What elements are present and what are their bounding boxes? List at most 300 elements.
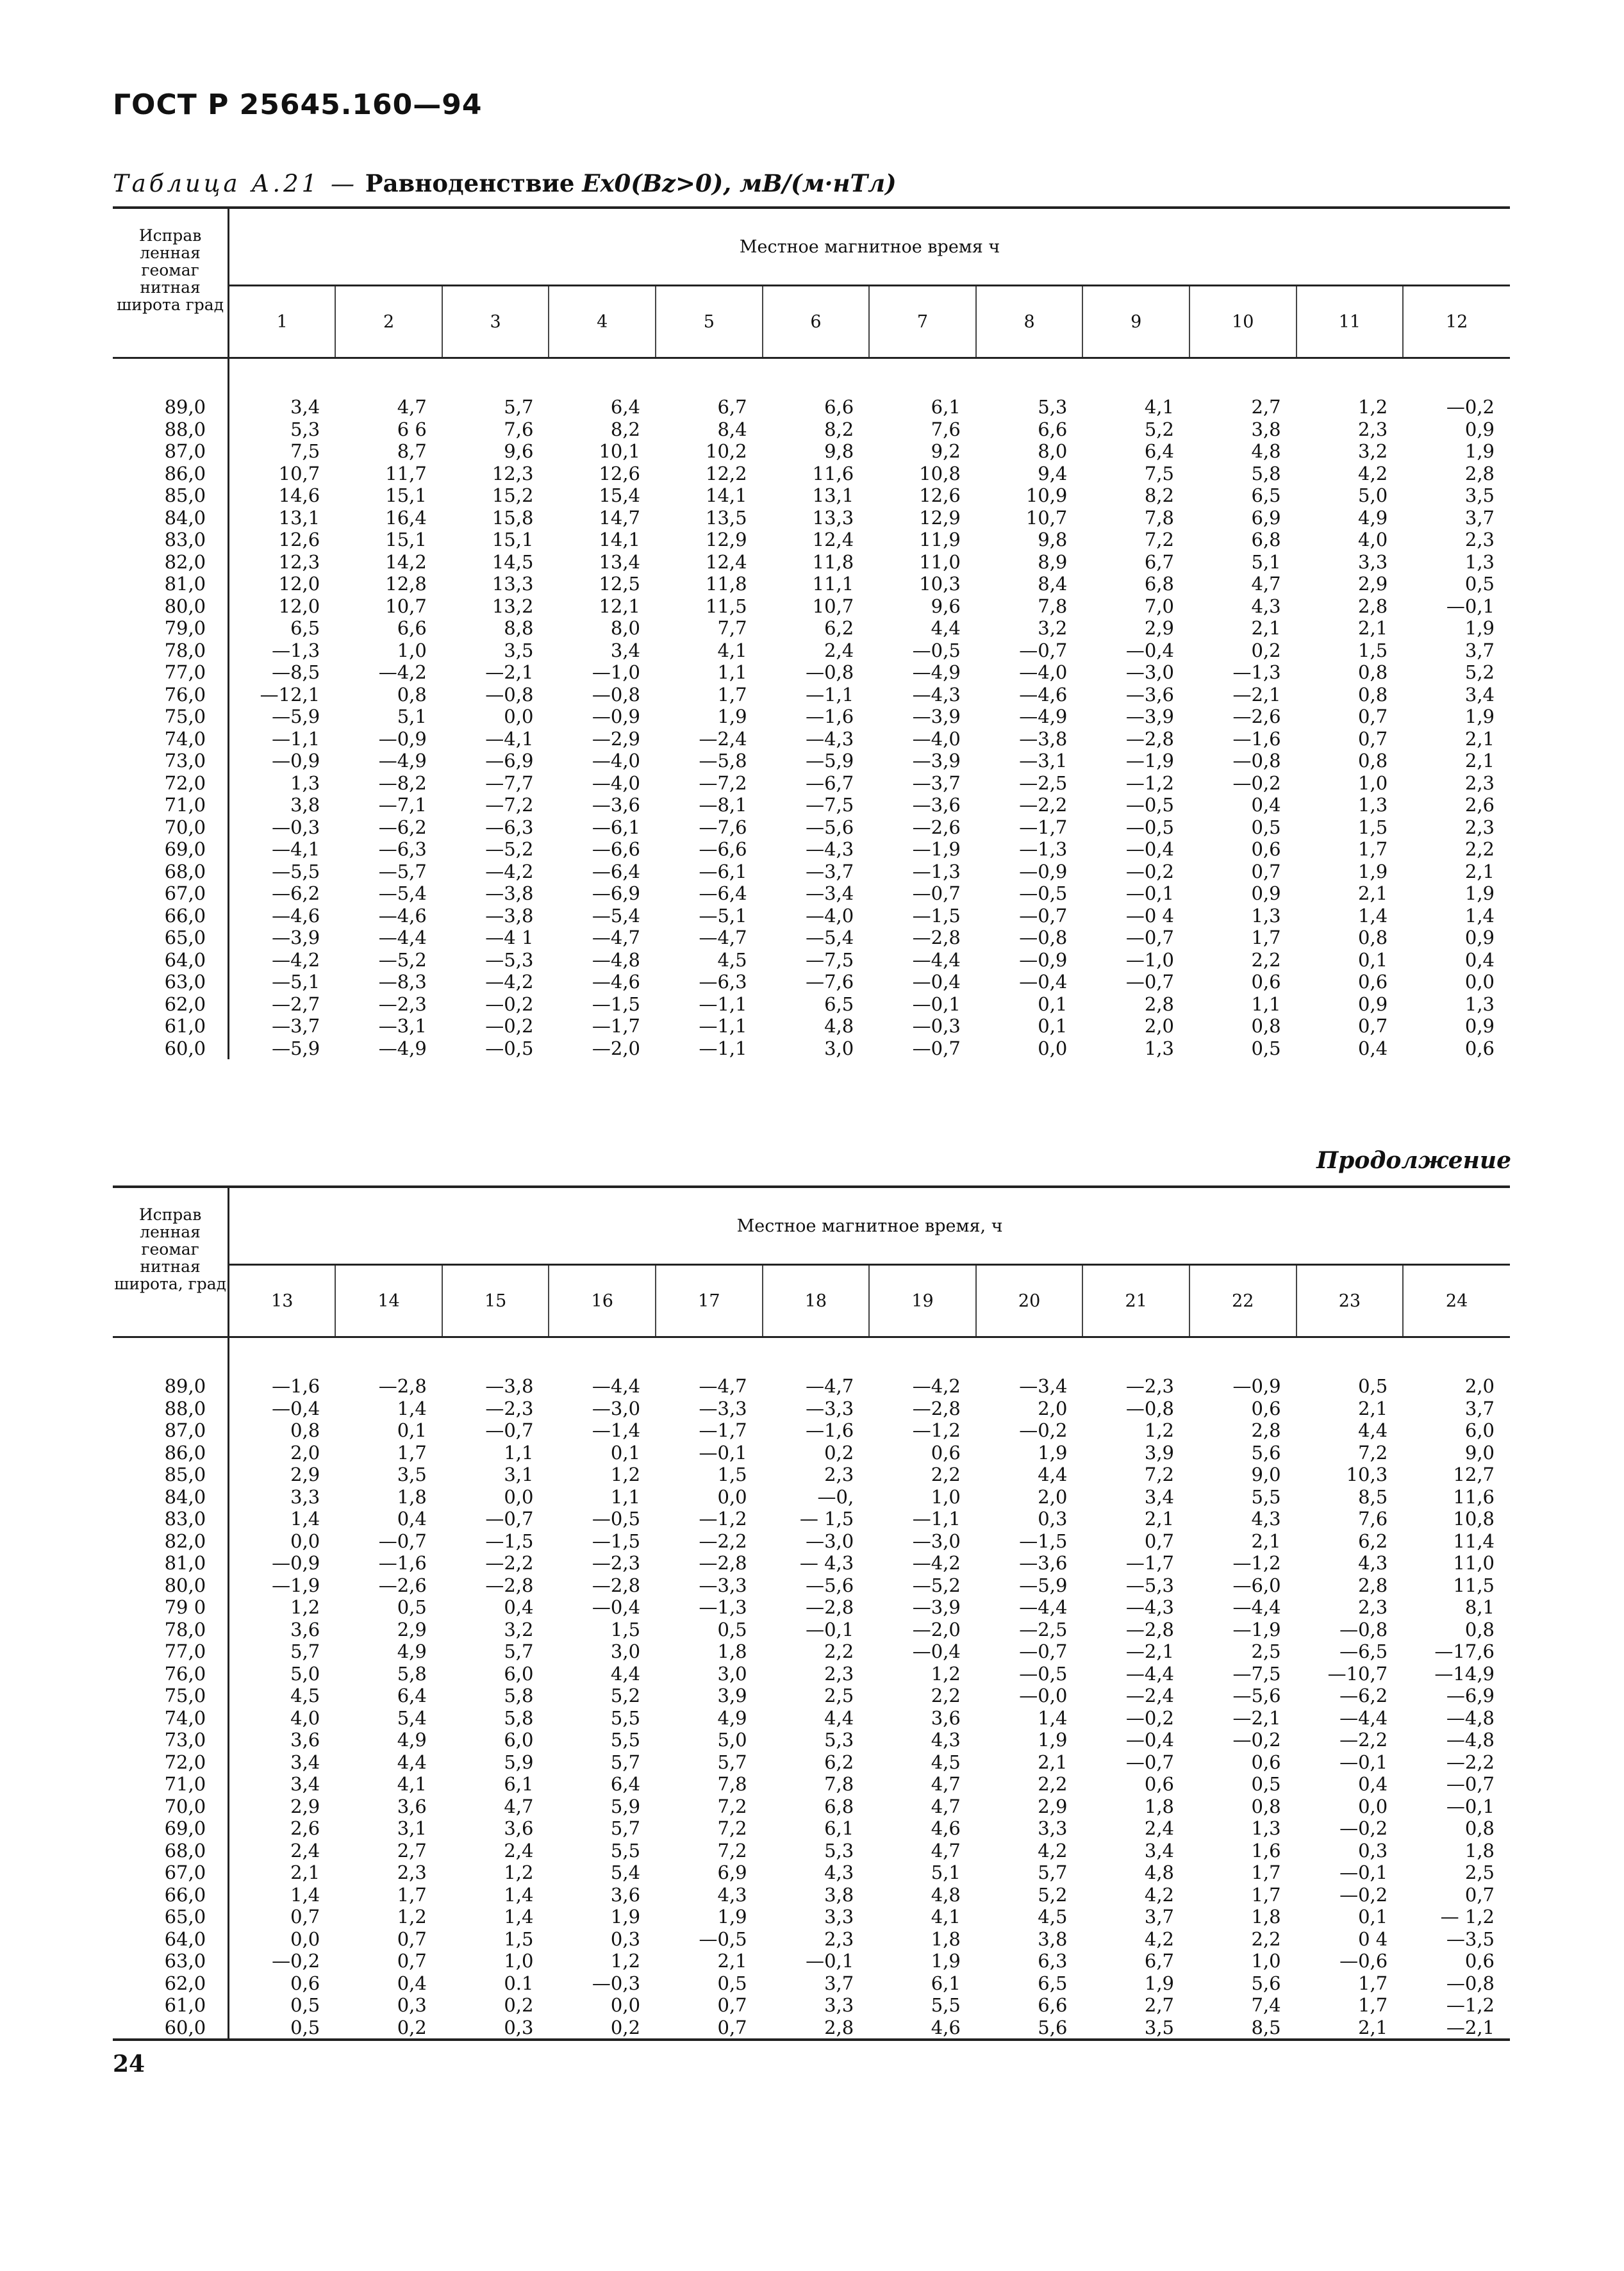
value-cell: 0,8 bbox=[1251, 1015, 1281, 1037]
value-cell: 5,8 bbox=[1251, 462, 1281, 484]
value-cell: 1,4 bbox=[504, 1906, 534, 1928]
value-cell: —1,9 bbox=[1125, 750, 1174, 772]
value-cell: 4,4 bbox=[931, 617, 961, 640]
value-cell: 0,6 bbox=[290, 1972, 320, 1994]
value-cell: —1,2 bbox=[912, 1419, 961, 1442]
table-row bbox=[113, 1486, 1510, 1508]
page-number: 24 bbox=[113, 2051, 145, 2077]
latitude-header: Исправ ленная геомаг нитная широта, град bbox=[113, 1187, 229, 1337]
value-cell: —1,1 bbox=[272, 727, 320, 750]
value-cell: —5,5 bbox=[272, 860, 320, 882]
value-cell: 4,3 bbox=[1251, 1508, 1281, 1530]
value-cell: —0,7 bbox=[485, 1419, 534, 1442]
table-row bbox=[113, 463, 1510, 485]
value-cell: 0,6 bbox=[931, 1441, 961, 1464]
value-cell: 12,4 bbox=[706, 550, 747, 573]
value-cell: 10,7 bbox=[278, 462, 320, 484]
value-cell: —4 1 bbox=[485, 927, 534, 949]
value-cell: 1,8 bbox=[1251, 1906, 1281, 1928]
value-cell: —8,3 bbox=[378, 971, 427, 993]
value-cell: —3,8 bbox=[485, 904, 534, 927]
value-cell: 4,2 bbox=[1358, 462, 1388, 484]
value-cell: —2,8 bbox=[1125, 1618, 1174, 1640]
value-cell: 0,5 bbox=[290, 2016, 320, 2038]
value-cell: —1,5 bbox=[912, 904, 961, 927]
value-cell: 3,1 bbox=[397, 1817, 427, 1840]
value-cell: 11,8 bbox=[706, 573, 747, 595]
hour-header: 6 bbox=[763, 286, 870, 358]
value-cell: —3,9 bbox=[912, 1596, 961, 1619]
table-row bbox=[113, 1464, 1510, 1486]
latitude-cell: 78,0 bbox=[113, 640, 229, 662]
value-cell: —5,7 bbox=[378, 860, 427, 882]
latitude-cell: 87,0 bbox=[113, 440, 229, 463]
value-cell: —0,5 bbox=[485, 1037, 534, 1059]
value-cell: 15,1 bbox=[492, 529, 534, 551]
value-cell: 3,5 bbox=[504, 639, 534, 661]
value-cell: 1,0 bbox=[1358, 772, 1388, 794]
value-cell: 8,2 bbox=[1144, 484, 1174, 507]
value-cell: —3,5 bbox=[1446, 1928, 1495, 1950]
value-cell: 11,5 bbox=[706, 595, 747, 617]
value-cell: —8,1 bbox=[699, 794, 747, 816]
latitude-cell: 81,0 bbox=[113, 1552, 229, 1574]
latitude-cell: 82,0 bbox=[113, 551, 229, 574]
table-label: Таблица А.21 — bbox=[113, 170, 358, 197]
hour-header: 7 bbox=[869, 286, 976, 358]
latitude-cell: 73,0 bbox=[113, 1729, 229, 1751]
value-cell: 7,2 bbox=[1358, 1441, 1388, 1464]
value-cell: 0,8 bbox=[1358, 927, 1388, 949]
table-row bbox=[113, 750, 1510, 772]
value-cell: 3,9 bbox=[1144, 1441, 1174, 1464]
value-cell: 0,6 bbox=[1251, 971, 1281, 993]
latitude-cell: 61,0 bbox=[113, 1015, 229, 1037]
value-cell: 7,5 bbox=[1144, 462, 1174, 484]
value-cell: 5,3 bbox=[824, 1839, 854, 1862]
value-cell: 1,0 bbox=[504, 1950, 534, 1972]
value-cell: 1,1 bbox=[610, 1485, 641, 1508]
value-cell: —4,8 bbox=[1446, 1729, 1495, 1751]
table-hours-1-12 bbox=[113, 206, 1510, 1059]
value-cell: 6,5 bbox=[290, 617, 320, 640]
value-cell: 1,9 bbox=[1038, 1441, 1068, 1464]
value-cell: 5,7 bbox=[504, 396, 534, 418]
value-cell: —4,9 bbox=[378, 750, 427, 772]
latitude-cell: 63,0 bbox=[113, 971, 229, 993]
value-cell: 3,4 bbox=[290, 396, 320, 418]
value-cell: 6,1 bbox=[931, 396, 961, 418]
hour-header: 17 bbox=[656, 1265, 763, 1337]
value-cell: 1,2 bbox=[1358, 396, 1388, 418]
value-cell: 0,5 bbox=[717, 1618, 747, 1640]
value-cell: 11,5 bbox=[1453, 1574, 1495, 1596]
value-cell: —4,7 bbox=[806, 1375, 854, 1398]
value-cell: —4,1 bbox=[485, 727, 534, 750]
value-cell: 7,8 bbox=[824, 1773, 854, 1796]
table-row bbox=[113, 927, 1510, 949]
value-cell: —0,1 bbox=[1446, 595, 1495, 617]
value-cell: 9,8 bbox=[824, 440, 854, 463]
value-cell: 0,8 bbox=[1464, 1618, 1495, 1640]
value-cell: 12,2 bbox=[706, 462, 747, 484]
hour-header: 3 bbox=[442, 286, 549, 358]
value-cell: —12,1 bbox=[260, 683, 320, 706]
value-cell: —1,9 bbox=[912, 838, 961, 861]
table-row bbox=[113, 728, 1510, 750]
value-cell: 11,0 bbox=[1453, 1552, 1495, 1574]
value-cell: 1,4 bbox=[1038, 1706, 1068, 1729]
value-cell: —2,2 bbox=[1019, 794, 1068, 816]
value-cell: —4,0 bbox=[1019, 661, 1068, 684]
value-cell: 11,9 bbox=[919, 529, 961, 551]
table-row bbox=[113, 2017, 1510, 2040]
value-cell: 9,0 bbox=[1464, 1441, 1495, 1464]
value-cell: 13,1 bbox=[278, 506, 320, 529]
value-cell: 0,1 bbox=[610, 1441, 641, 1464]
value-cell: 5,7 bbox=[1038, 1862, 1068, 1884]
latitude-cell: 78,0 bbox=[113, 1619, 229, 1641]
value-cell: —0,1 bbox=[1446, 1795, 1495, 1817]
value-cell: 0,2 bbox=[824, 1441, 854, 1464]
table-row bbox=[113, 1685, 1510, 1707]
value-cell: —0,7 bbox=[1446, 1773, 1495, 1796]
latitude-cell: 66,0 bbox=[113, 905, 229, 927]
value-cell: 4,5 bbox=[931, 1751, 961, 1773]
table-row bbox=[113, 1862, 1510, 1884]
value-cell: 5,3 bbox=[290, 418, 320, 440]
value-cell: 3,2 bbox=[1358, 440, 1388, 463]
value-cell: 1,7 bbox=[1358, 1972, 1388, 1994]
value-cell: —0,2 bbox=[1125, 1706, 1174, 1729]
value-cell: 1,7 bbox=[1358, 838, 1388, 861]
value-cell: 3,4 bbox=[610, 639, 641, 661]
value-cell: 1,9 bbox=[610, 1906, 641, 1928]
table-row bbox=[113, 772, 1510, 795]
value-cell: —0,1 bbox=[699, 1441, 747, 1464]
value-cell: 2,4 bbox=[1144, 1817, 1174, 1840]
value-cell: 6,4 bbox=[397, 1685, 427, 1707]
value-cell: 5,7 bbox=[610, 1751, 641, 1773]
value-cell: 1,3 bbox=[1358, 794, 1388, 816]
value-cell: 11,8 bbox=[812, 550, 854, 573]
value-cell: 0,7 bbox=[397, 1950, 427, 1972]
value-cell: 4,5 bbox=[290, 1685, 320, 1707]
value-cell: —5,6 bbox=[806, 1574, 854, 1596]
value-cell: —6,9 bbox=[1446, 1685, 1495, 1707]
value-cell: 2,1 bbox=[1038, 1751, 1068, 1773]
value-cell: —1,5 bbox=[592, 1530, 641, 1552]
value-cell: 3,3 bbox=[1358, 550, 1388, 573]
value-cell: 3,6 bbox=[931, 1706, 961, 1729]
value-cell: —4,3 bbox=[806, 727, 854, 750]
value-cell: —0,2 bbox=[1232, 772, 1281, 794]
value-cell: —0,4 bbox=[912, 971, 961, 993]
value-cell: 0,4 bbox=[397, 1972, 427, 1994]
value-cell: —0,7 bbox=[485, 1508, 534, 1530]
value-cell: 3,4 bbox=[290, 1751, 320, 1773]
value-cell: —5,3 bbox=[1125, 1574, 1174, 1596]
value-cell: 5,2 bbox=[1464, 661, 1495, 684]
table-row bbox=[113, 1552, 1510, 1574]
table-row bbox=[113, 861, 1510, 883]
value-cell: —0, bbox=[817, 1485, 854, 1508]
value-cell: 2,1 bbox=[1144, 1508, 1174, 1530]
value-cell: 0,1 bbox=[1038, 1015, 1068, 1037]
value-cell: 2,1 bbox=[1464, 727, 1495, 750]
value-cell: 13,4 bbox=[599, 550, 641, 573]
value-cell: —5,9 bbox=[272, 1037, 320, 1059]
value-cell: —4,2 bbox=[485, 971, 534, 993]
value-cell: —3,4 bbox=[1019, 1375, 1068, 1398]
value-cell: —6,1 bbox=[592, 816, 641, 838]
value-cell: 2,6 bbox=[1464, 794, 1495, 816]
value-cell: 0,3 bbox=[504, 2016, 534, 2038]
latitude-cell: 76,0 bbox=[113, 1663, 229, 1685]
value-cell: 14,5 bbox=[492, 550, 534, 573]
value-cell: 2,3 bbox=[824, 1928, 854, 1950]
latitude-cell: 75,0 bbox=[113, 706, 229, 728]
value-cell: 2,6 bbox=[290, 1817, 320, 1840]
value-cell: 1,8 bbox=[1464, 1839, 1495, 1862]
value-cell: 13,2 bbox=[492, 595, 534, 617]
value-cell: 0,7 bbox=[1358, 1015, 1388, 1037]
value-cell: 4,2 bbox=[1144, 1928, 1174, 1950]
value-cell: —7,5 bbox=[1232, 1662, 1281, 1685]
latitude-cell: 81,0 bbox=[113, 573, 229, 595]
table-caption bbox=[113, 169, 897, 197]
value-cell: 4,6 bbox=[931, 1817, 961, 1840]
latitude-cell: 72,0 bbox=[113, 1751, 229, 1774]
value-cell: 1,4 bbox=[504, 1883, 534, 1906]
value-cell: 2,4 bbox=[824, 639, 854, 661]
value-cell: 13,5 bbox=[706, 506, 747, 529]
value-cell: 0,7 bbox=[717, 2016, 747, 2038]
latitude-cell: 60,0 bbox=[113, 2017, 229, 2040]
hour-header: 12 bbox=[1403, 286, 1510, 358]
value-cell: —0,4 bbox=[272, 1397, 320, 1419]
value-cell: 1,7 bbox=[1358, 1994, 1388, 2017]
value-cell: —3,9 bbox=[912, 750, 961, 772]
value-cell: —1,5 bbox=[1019, 1530, 1068, 1552]
value-cell: —2,5 bbox=[1019, 1618, 1068, 1640]
value-cell: —1,4 bbox=[592, 1419, 641, 1442]
value-cell: — 1,2 bbox=[1440, 1906, 1495, 1928]
value-cell: 2,8 bbox=[1464, 462, 1495, 484]
value-cell: 1,2 bbox=[290, 1596, 320, 1619]
latitude-cell: 80,0 bbox=[113, 1574, 229, 1597]
value-cell: 4,7 bbox=[1251, 573, 1281, 595]
value-cell: 3,8 bbox=[1251, 418, 1281, 440]
value-cell: 2,5 bbox=[1464, 1862, 1495, 1884]
value-cell: 6,8 bbox=[824, 1795, 854, 1817]
table-row bbox=[113, 551, 1510, 574]
table-row bbox=[113, 1442, 1510, 1464]
value-cell: 1,4 bbox=[290, 1508, 320, 1530]
value-cell: 4,0 bbox=[1358, 529, 1388, 551]
table-row bbox=[113, 1015, 1510, 1037]
value-cell: 10,7 bbox=[1025, 506, 1068, 529]
value-cell: —0,5 bbox=[1019, 882, 1068, 905]
value-cell: —0,8 bbox=[1019, 927, 1068, 949]
value-cell: —0,5 bbox=[592, 1508, 641, 1530]
value-cell: —0,8 bbox=[806, 661, 854, 684]
value-cell: —6,2 bbox=[378, 816, 427, 838]
value-cell: 2,8 bbox=[824, 2016, 854, 2038]
table-row bbox=[113, 1972, 1510, 1995]
value-cell: —3,4 bbox=[806, 882, 854, 905]
hour-header: 20 bbox=[976, 1265, 1083, 1337]
value-cell: 9,2 bbox=[931, 440, 961, 463]
value-cell: —2,6 bbox=[378, 1574, 427, 1596]
value-cell: 1,4 bbox=[1464, 904, 1495, 927]
value-cell: 2,3 bbox=[1358, 1596, 1388, 1619]
value-cell: 4,9 bbox=[717, 1706, 747, 1729]
hour-header: 5 bbox=[656, 286, 763, 358]
value-cell: —2,5 bbox=[1019, 772, 1068, 794]
value-cell: —1,9 bbox=[1232, 1618, 1281, 1640]
value-cell: —14,9 bbox=[1434, 1662, 1495, 1685]
value-cell: 1,7 bbox=[1251, 927, 1281, 949]
value-cell: —1,6 bbox=[1232, 727, 1281, 750]
value-cell: 0,0 bbox=[290, 1928, 320, 1950]
table-row bbox=[113, 882, 1510, 905]
value-cell: —3,0 bbox=[1125, 661, 1174, 684]
value-cell: 7,6 bbox=[1358, 1508, 1388, 1530]
value-cell: 0,6 bbox=[1251, 838, 1281, 861]
value-cell: 12,6 bbox=[278, 529, 320, 551]
latitude-cell: 79,0 bbox=[113, 617, 229, 640]
value-cell: 4,4 bbox=[1358, 1419, 1388, 1442]
value-cell: 6,8 bbox=[1251, 529, 1281, 551]
value-cell: 0,5 bbox=[1251, 1773, 1281, 1796]
table-row bbox=[113, 440, 1510, 463]
value-cell: 7,2 bbox=[717, 1817, 747, 1840]
value-cell: —4,6 bbox=[378, 904, 427, 927]
value-cell: — 1,5 bbox=[799, 1508, 854, 1530]
latitude-cell: 70,0 bbox=[113, 1796, 229, 1818]
value-cell: —1,2 bbox=[1125, 772, 1174, 794]
value-cell: 12,4 bbox=[812, 529, 854, 551]
value-cell: 6,0 bbox=[504, 1729, 534, 1751]
value-cell: 4,5 bbox=[1038, 1906, 1068, 1928]
value-cell: 1,3 bbox=[1464, 993, 1495, 1015]
value-cell: 0,7 bbox=[717, 1994, 747, 2017]
value-cell: 11,1 bbox=[812, 573, 854, 595]
value-cell: —3,8 bbox=[485, 1375, 534, 1398]
value-cell: 4,1 bbox=[931, 1906, 961, 1928]
value-cell: —0,9 bbox=[1232, 1375, 1281, 1398]
value-cell: —6,0 bbox=[1232, 1574, 1281, 1596]
table-row bbox=[113, 905, 1510, 927]
value-cell: 6,5 bbox=[1038, 1972, 1068, 1994]
value-cell: —4,3 bbox=[1125, 1596, 1174, 1619]
value-cell: —5,6 bbox=[1232, 1685, 1281, 1707]
latitude-cell: 77,0 bbox=[113, 1640, 229, 1663]
table-row bbox=[113, 838, 1510, 861]
value-cell: 5,7 bbox=[610, 1817, 641, 1840]
value-cell: 3,7 bbox=[1464, 506, 1495, 529]
value-cell: —3,6 bbox=[592, 794, 641, 816]
value-cell: 0,3 bbox=[1038, 1508, 1068, 1530]
value-cell: 6,7 bbox=[717, 396, 747, 418]
value-cell: —4,9 bbox=[378, 1037, 427, 1059]
value-cell: 0,7 bbox=[1251, 860, 1281, 882]
value-cell: —2,1 bbox=[1232, 1706, 1281, 1729]
value-cell: 0,5 bbox=[1464, 573, 1495, 595]
value-cell: 4,2 bbox=[1038, 1839, 1068, 1862]
value-cell: 2,8 bbox=[1358, 1574, 1388, 1596]
value-cell: 4,3 bbox=[931, 1729, 961, 1751]
value-cell: 0,6 bbox=[1358, 971, 1388, 993]
value-cell: —4,9 bbox=[1019, 706, 1068, 728]
value-cell: 5,0 bbox=[717, 1729, 747, 1751]
value-cell: 6,6 bbox=[397, 617, 427, 640]
value-cell: 6,0 bbox=[1464, 1419, 1495, 1442]
value-cell: 1,8 bbox=[717, 1640, 747, 1663]
value-cell: 0,5 bbox=[1358, 1375, 1388, 1398]
latitude-cell: 88,0 bbox=[113, 418, 229, 441]
value-cell: 3,0 bbox=[610, 1640, 641, 1663]
value-cell: 1,2 bbox=[504, 1862, 534, 1884]
value-cell: —4,2 bbox=[485, 860, 534, 882]
value-cell: 6,9 bbox=[1251, 506, 1281, 529]
value-cell: 15,8 bbox=[492, 506, 534, 529]
value-cell: 0,2 bbox=[397, 2016, 427, 2038]
value-cell: —3,8 bbox=[1019, 727, 1068, 750]
value-cell: —1,3 bbox=[1232, 661, 1281, 684]
value-cell: 14,1 bbox=[706, 484, 747, 507]
value-cell: 3,1 bbox=[504, 1464, 534, 1486]
value-cell: 3,7 bbox=[1464, 1397, 1495, 1419]
value-cell: —3,1 bbox=[1019, 750, 1068, 772]
value-cell: 10,7 bbox=[812, 595, 854, 617]
value-cell: 3,7 bbox=[1464, 639, 1495, 661]
value-cell: 2,1 bbox=[1358, 617, 1388, 640]
value-cell: —3,6 bbox=[912, 794, 961, 816]
value-cell: —4,6 bbox=[1019, 683, 1068, 706]
value-cell: 6,4 bbox=[1144, 440, 1174, 463]
table-row bbox=[113, 617, 1510, 640]
value-cell: —1,1 bbox=[912, 1508, 961, 1530]
value-cell: 4,4 bbox=[397, 1751, 427, 1773]
value-cell: 1,2 bbox=[397, 1906, 427, 1928]
table-row bbox=[113, 1663, 1510, 1685]
value-cell: 5,2 bbox=[1038, 1883, 1068, 1906]
value-cell: 6,1 bbox=[824, 1817, 854, 1840]
value-cell: 5,2 bbox=[610, 1685, 641, 1707]
value-cell: 1,2 bbox=[931, 1662, 961, 1685]
latitude-cell: 64,0 bbox=[113, 949, 229, 971]
value-cell: 7,2 bbox=[1144, 1464, 1174, 1486]
value-cell: 0,2 bbox=[504, 1994, 534, 2017]
value-cell: —4,4 bbox=[1339, 1706, 1388, 1729]
value-cell: —1,2 bbox=[1446, 1994, 1495, 2017]
value-cell: —0 4 bbox=[1125, 904, 1174, 927]
value-cell: 2,0 bbox=[1464, 1375, 1495, 1398]
value-cell: 12,1 bbox=[599, 595, 641, 617]
table-hours-13-24 bbox=[113, 1185, 1510, 2041]
value-cell: —6,3 bbox=[485, 816, 534, 838]
value-cell: 2,8 bbox=[1144, 993, 1174, 1015]
value-cell: 1,9 bbox=[1464, 706, 1495, 728]
value-cell: —0,2 bbox=[485, 1015, 534, 1037]
value-cell: 1,0 bbox=[397, 639, 427, 661]
value-cell: 2,1 bbox=[290, 1862, 320, 1884]
value-cell: 0,8 bbox=[1464, 1817, 1495, 1840]
latitude-cell: 62,0 bbox=[113, 1972, 229, 1995]
value-cell: 2,1 bbox=[1358, 882, 1388, 905]
